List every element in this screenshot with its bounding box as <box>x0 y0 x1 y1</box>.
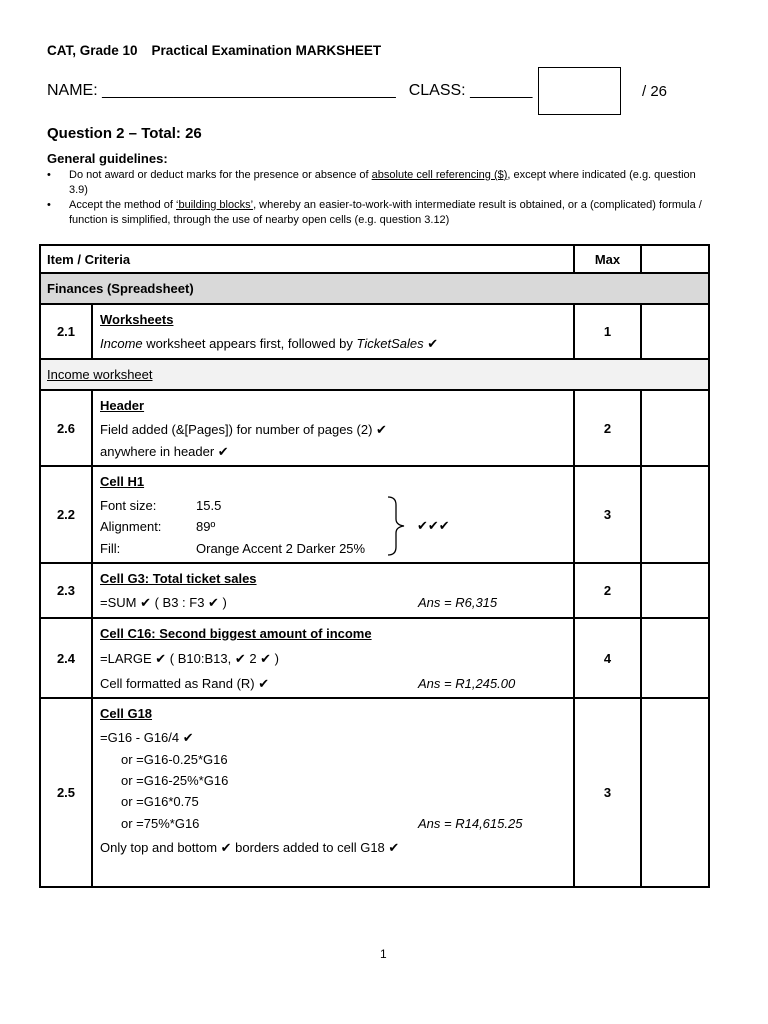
alt-formula: or =G16-0.25*G16 <box>121 752 228 767</box>
awarded-mark-cell <box>641 618 709 698</box>
awarded-mark-cell <box>641 390 709 466</box>
tick-marks: ✔✔✔ <box>417 518 450 533</box>
item-number: 2.4 <box>40 618 92 698</box>
score-total: / 26 <box>642 83 668 100</box>
formula-line: =G16 - G16/4 ✔ <box>100 730 194 745</box>
alt-formula: or =G16-25%*G16 <box>121 773 229 788</box>
awarded-mark-cell <box>641 466 709 563</box>
document-title <box>47 43 381 58</box>
subsection-row <box>40 359 709 390</box>
table-row <box>40 304 709 359</box>
criteria-heading: Worksheets <box>100 312 174 327</box>
item-number: 2.3 <box>40 563 92 618</box>
course-label: CAT, Grade 10 <box>47 43 138 58</box>
guidelines-title: General guidelines: <box>47 151 168 166</box>
criteria-line: Field added (&[Pages]) for number of pages (2) ✔ <box>100 422 387 437</box>
worksheet-name: Income <box>100 336 143 351</box>
criteria-line: Only top and bottom ✔ borders added to cell G18 ✔ <box>100 840 400 855</box>
guideline-text: Do not award or deduct marks for the presence or absence of <box>69 169 372 181</box>
criteria-line: Cell formatted as Rand (R) ✔ <box>100 676 270 691</box>
answer-text: Ans = R1,245.00 <box>418 676 516 691</box>
formula-line: =SUM ✔ ( B3 : F3 ✔ ) <box>100 595 227 610</box>
table-row <box>40 698 709 887</box>
alignment-value: 89º <box>196 519 216 534</box>
criteria-cell <box>92 618 574 698</box>
guideline-text: Accept the method of <box>69 199 177 211</box>
col-max-header: Max <box>574 245 641 273</box>
marksheet-title: Practical Examination MARKSHEET <box>151 43 382 58</box>
class-blank: _______ <box>470 82 533 99</box>
question-title: Question 2 – Total: 26 <box>47 125 202 142</box>
criteria-cell <box>92 698 574 887</box>
worksheet-name: TicketSales <box>356 336 424 351</box>
guideline-underlined: absolute cell referencing ($) <box>371 169 508 181</box>
table-row <box>40 466 709 563</box>
awarded-mark-cell <box>641 304 709 359</box>
font-size-value: 15.5 <box>196 498 222 513</box>
score-box <box>538 67 621 115</box>
criteria-text: worksheet appears first, followed by <box>142 336 357 351</box>
col-item-header: Item / Criteria <box>40 245 574 273</box>
table-row <box>40 563 709 618</box>
section-row <box>40 273 709 304</box>
name-blank: _________________________________ <box>102 82 396 99</box>
item-number: 2.6 <box>40 390 92 466</box>
max-mark: 2 <box>574 390 641 466</box>
alt-formula: or =G16*0.75 <box>121 794 199 809</box>
section-title: Finances (Spreadsheet) <box>40 273 709 304</box>
col-mark-header <box>641 245 709 273</box>
criteria-cell <box>92 563 574 618</box>
fill-label: Fill: <box>100 541 121 556</box>
alt-formula: or =75%*G16 <box>121 816 200 831</box>
max-mark: 1 <box>574 304 641 359</box>
alignment-label: Alignment: <box>100 519 162 534</box>
subsection-title: Income worksheet <box>47 367 153 382</box>
marking-table <box>39 244 710 888</box>
page-number: 1 <box>380 947 387 961</box>
guideline-text: , whereby an easier-to-work-with intermediate result is obtained, or a (complicated) formula / function is simplified, through the use of nearby open cells (e.g. question 3.12) <box>69 199 702 226</box>
name-label: NAME: <box>47 82 98 99</box>
formula-line: =LARGE ✔ ( B10:B13, ✔ 2 ✔ ) <box>100 651 279 666</box>
criteria-cell <box>92 304 574 359</box>
criteria-cell <box>92 390 574 466</box>
criteria-heading: Cell C16: Second biggest amount of income <box>100 626 372 641</box>
awarded-mark-cell <box>641 698 709 887</box>
table-row <box>40 618 709 698</box>
font-size-label: Font size: <box>100 498 157 513</box>
bullet-symbol: • <box>47 169 51 181</box>
max-mark: 3 <box>574 466 641 563</box>
max-mark: 2 <box>574 563 641 618</box>
criteria-cell <box>92 466 574 563</box>
bullet-symbol: • <box>47 199 51 211</box>
max-mark: 3 <box>574 698 641 887</box>
brace-icon <box>386 495 412 557</box>
table-header-row <box>40 245 709 273</box>
name-class-row <box>47 82 532 100</box>
tick-mark: ✔ <box>423 336 439 351</box>
criteria-line <box>100 336 438 352</box>
answer-text: Ans = R14,615.25 <box>418 816 523 831</box>
class-label: CLASS: <box>408 82 466 99</box>
criteria-heading: Cell G3: Total ticket sales <box>100 571 257 586</box>
criteria-line: anywhere in header ✔ <box>100 444 229 459</box>
guideline-text: , except where indicated (e.g. question 3.9) <box>69 169 696 196</box>
awarded-mark-cell <box>641 563 709 618</box>
item-number: 2.1 <box>40 304 92 359</box>
criteria-heading: Cell H1 <box>100 474 145 489</box>
criteria-heading: Header <box>100 398 145 413</box>
table-row <box>40 390 709 466</box>
max-mark: 4 <box>574 618 641 698</box>
answer-text: Ans = R6,315 <box>418 595 498 610</box>
item-number: 2.2 <box>40 466 92 563</box>
item-number: 2.5 <box>40 698 92 887</box>
guideline-underlined: ‘building blocks’ <box>176 199 254 211</box>
criteria-heading: Cell G18 <box>100 706 153 721</box>
fill-value: Orange Accent 2 Darker 25% <box>196 541 366 556</box>
